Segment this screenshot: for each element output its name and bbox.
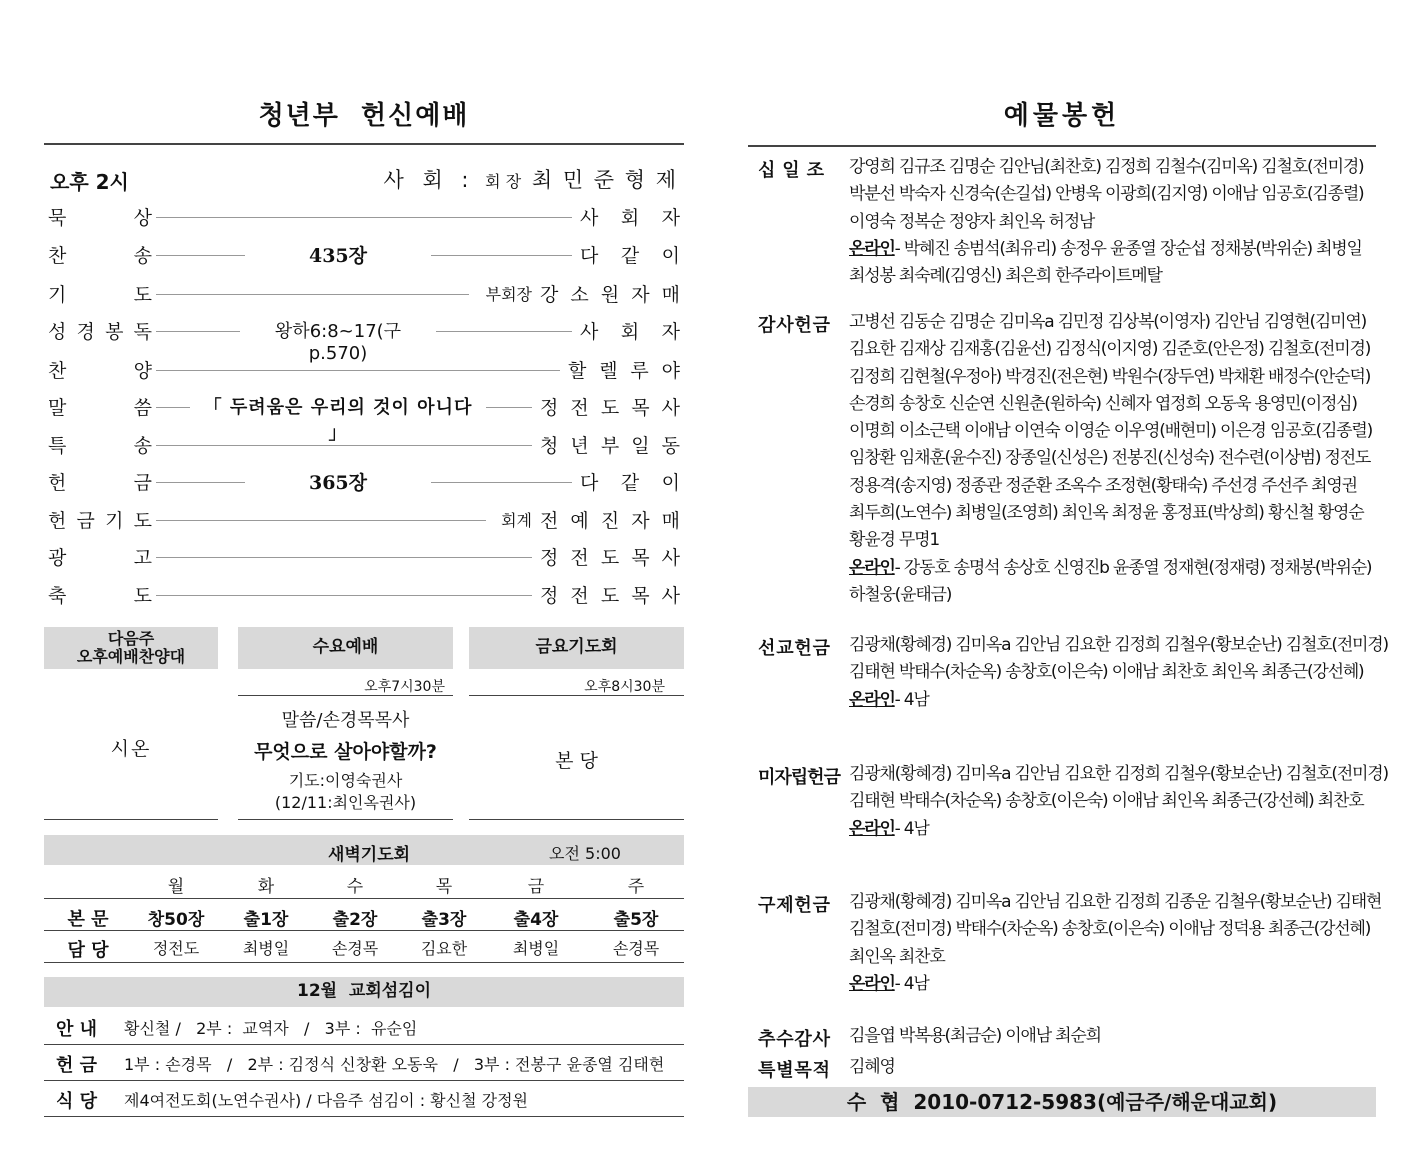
offering-line-text: 황윤경 무명1 [849,530,939,551]
offering-line-text: 김태현 박태수(차순옥) 송창호(이은숙) 이애남 최찬호 최인옥 최종근(강선혜) [849,662,1364,683]
right-title: 예물봉헌 [1003,101,1121,131]
offering-line-text: 김태현 박태수(차순옥) 송창호(이은숙) 이애남 최인옥 최종근(강선혜) 최찬호 [849,791,1364,812]
box-bottom-rule [44,819,218,820]
dawn-cell: 손경목 [612,939,660,958]
offering-line-text: 김철호(전미경) 박태수(차순옥) 송창호(이은숙) 이애남 정덕용 최종근(강선혜) [849,919,1371,940]
fri-time-rule [469,695,684,696]
dawn-cell: 정전도 [152,939,200,958]
service-row-role: 부회장 [485,285,532,304]
offering-line-text: 최성봉 최숙례(김영신) 최은희 한주라이트메탈 [849,266,1162,287]
wed-time-rule [238,695,453,696]
service-row-person: 전 예 진 자 매 [540,510,680,532]
leader-line [156,595,532,596]
service-row [48,203,680,233]
offering-names [849,1023,1379,1050]
service-row-label: 성 경 봉 독 [48,321,152,343]
leader-line [156,217,572,218]
fri-header: 금요기도회 [469,627,684,669]
offering-line-text: 강영희 김규조 김명순 김안님(최찬호) 김정희 김철수(김미옥) 김철호(전미경) [849,157,1364,177]
leader-line [156,557,532,558]
offering-line [849,555,1379,582]
offering-names [849,761,1388,843]
offering-line [849,971,1379,998]
offering-category: 구 제 헌 금 [758,895,830,916]
offering-line-text: - 4남 [894,818,929,839]
offering-names [849,632,1388,714]
service-row-label: 특 송 [48,435,152,457]
wed-time: 오후7시30분 [364,679,445,695]
offering-line-text: - 박혜진 송범석(최유리) 송정우 윤종열 장순섭 정채봉(박위순) 최병일 [894,238,1362,259]
december-row-label: 식 당 [56,1091,98,1112]
next-choir-title-2: 오후예배찬양대 [76,647,186,666]
offering-line [849,336,1379,363]
offering-line-text: 최두희(노연수) 최병일(조영희) 최인옥 최정윤 홍정표(박상희) 황신철 황영순 [849,503,1364,524]
fri-time: 오후8시30분 [584,679,665,695]
fri-location: 본 당 [555,750,598,772]
service-row-role: 회계 [501,511,532,530]
offering-line-text: 김요한 김재상 김재홍(김윤선) 김정식(이지영) 김준호(안은정) 김철호(전미경) [849,339,1371,360]
right-title-divider [748,145,1376,147]
service-row-label: 기 도 [48,284,152,306]
leader-line [156,370,560,371]
december-row-text: 1부 : 손경목 / 2부 : 김정식 신창환 오동욱 / 3부 : 전봉구 윤종열 김태현 [124,1055,665,1074]
dawn-cell: 출3장 [421,910,467,930]
wed-prayer: 기도:이영숙권사 [288,771,403,790]
leader-line [156,482,245,483]
offering-line [849,659,1379,686]
offering-line [849,473,1379,500]
offering-line-text: 하철웅(윤태금) [849,584,952,605]
wed-speaker: 말씀/손경목목사 [281,710,410,731]
offering-line [849,632,1388,659]
offering-names [849,154,1379,290]
offering-line-text: - 4남 [894,973,929,994]
table-rule [44,962,684,963]
service-row [48,280,680,310]
offering-line-text: 김혜영 [849,1057,895,1077]
offering-line-text: 김광채(황혜경) 김미옥a 김안님 김요한 김정희 김종운 김철우(황보순난) 김태현 [849,892,1382,912]
offering-names [849,1054,1379,1081]
bank-account: 수 협 2010-0712-5983(예금주/해운대교회) [748,1087,1376,1117]
offering-line [849,944,1379,971]
online-label: 온라인 [849,818,895,839]
table-rule [44,930,684,931]
offering-category: 십 일 조 [758,160,824,181]
dawn-cell: 출1장 [243,910,289,930]
online-label: 온라인 [849,973,895,994]
offering-line-text: - 4남 [894,689,929,710]
presider [383,164,678,194]
scripture-reference: 왕하6:8~17(구p.570) [274,321,402,364]
offering-line-text: 김광채(황혜경) 김미옥a 김안님 김요한 김정희 김철우(황보순난) 김철호(전미경) [849,764,1388,784]
offering-line-text: 박분선 박숙자 신경숙(손길섭) 안병욱 이광희(김지영) 이애남 임공호(김종렬) [849,184,1364,205]
table-rule [44,1044,684,1045]
service-row-label: 묵 상 [48,207,152,229]
dawn-title: 새벽기도회 [327,845,411,865]
service-row-person: 다 같 이 [580,245,680,267]
offering-line [849,309,1379,336]
service-row-person: 정 전 도 목 사 [540,397,680,419]
leader-line [156,445,532,446]
leader-line [431,255,572,256]
hymn-number: 365장 [308,472,367,494]
offering-line-text: 임창환 임채훈(윤수진) 장종일(신성은) 전봉진(신성숙) 전수련(이상범) 정전도 [849,448,1371,469]
offering-line [849,687,1379,714]
dawn-cell: 출2장 [332,910,378,930]
dawn-cell: 최병일 [512,939,560,958]
offering-line [849,816,1379,843]
table-rule [44,898,684,899]
offering-line-text: 고병선 김동순 김명순 김미옥a 김민정 김상복(이영자) 김안님 김영현(김미연) [849,312,1367,332]
offering-line-text: 김정희 김현철(우정아) 박경진(전은현) 박원수(장두연) 박채환 배정수(안순덕) [849,366,1371,387]
service-row-person: 사 회 자 [580,321,680,343]
dawn-row-label: 담 당 [67,940,109,961]
leader-line [436,331,572,332]
offering-line [849,761,1388,788]
online-label: 온라인 [849,238,895,259]
leader-line [486,407,532,408]
leader-line [156,520,486,521]
next-choir-title-1: 다음주 [107,628,155,648]
dawn-day: 화 [257,877,275,897]
dawn-cell: 김요한 [420,939,468,958]
box-bottom-rule [469,819,684,820]
offering-line [849,154,1379,181]
dawn-cell: 최병일 [242,939,290,958]
next-choir-name: 시온 [110,738,152,760]
offering-line-text: 김을엽 박복용(최금순) 이애남 최순희 [849,1026,1101,1046]
next-choir-header [44,627,218,669]
service-row-label: 말 씀 [48,397,152,419]
service-row-person: 정 전 도 목 사 [540,585,680,607]
offering-line [849,788,1379,815]
offering-line-text: 최인옥 최찬호 [849,946,945,967]
service-row [48,468,680,498]
offering-line [849,181,1379,208]
service-row-person: 할 렐 루 야 [568,360,680,382]
december-header: 12월 교회섬김이 [44,977,684,1007]
offering-category: 특 별 목 적 [758,1060,830,1081]
presider-role: 회 장 [485,172,522,191]
offering-line [849,1054,1379,1081]
service-row-label: 축 도 [48,585,152,607]
service-row-label: 찬 양 [48,360,152,382]
leader-line [156,407,190,408]
dawn-day: 주 [627,877,645,897]
leader-line [156,255,245,256]
offering-line-text: 손경희 송창호 신순연 신원춘(원하숙) 신혜자 엽정희 오동욱 용영민(이정심) [849,393,1357,414]
leader-line [431,482,572,483]
left-title: 청년부 헌신예배 [258,101,470,131]
offering-category: 선 교 헌 금 [758,638,830,659]
hymn-number: 435장 [308,245,367,267]
online-label: 온라인 [849,689,895,710]
service-row [48,581,680,611]
offering-line [849,236,1379,263]
offering-category: 미 자 립 헌 금 [758,767,840,788]
service-row-label: 헌 금 [48,472,152,494]
offering-line [849,209,1379,236]
offering-line-text: 김광채(황혜경) 김미옥a 김안님 김요한 김정희 김철우(황보순난) 김철호(전미경) [849,635,1388,655]
service-row-label: 찬 송 [48,245,152,267]
december-row-text: 제4여전도회(노연수권사) / 다음주 섬김이 : 황신철 강정원 [124,1091,528,1110]
box-bottom-rule [238,819,453,820]
service-row [48,241,680,271]
offering-line [849,263,1379,290]
offering-line [849,364,1379,391]
presider-label: 사 회 : [383,168,475,192]
dawn-cell: 출4장 [513,910,559,930]
service-time: 오후 2시 [50,170,129,194]
title-divider [44,143,684,145]
wed-next-prayer: (12/11:최인옥권사) [274,793,417,812]
service-row-person: 청 년 부 일 동 [540,435,680,457]
service-row-person: 정 전 도 목 사 [540,547,680,569]
offering-line [849,418,1379,445]
dawn-day: 목 [435,877,453,897]
wed-header: 수요예배 [238,627,453,669]
service-row-label: 광 고 [48,547,152,569]
offering-names [849,889,1382,998]
offering-line-text: 정용격(송지영) 정종관 정준환 조옥수 조정현(황태숙) 주선경 주선주 최영권 [849,475,1357,496]
table-rule [44,1116,684,1117]
dawn-row-label: 본 문 [67,909,109,930]
service-row [48,356,680,386]
offering-line [849,582,1379,609]
dawn-time: 오전 5:00 [549,844,621,863]
presider-name: 최 민 준 형 제 [531,168,678,192]
december-row-label: 안 내 [56,1019,98,1040]
december-row-text: 황신철 / 2부 : 교역자 / 3부 : 유순임 [124,1019,418,1038]
service-row-person: 강 소 원 자 매 [540,284,680,306]
service-row [48,393,680,444]
offering-names [849,309,1379,609]
offering-line [849,391,1379,418]
offering-line [849,527,1379,554]
offering-line [849,916,1379,943]
wed-sermon: 무엇으로 살아야할까? [254,741,437,763]
dawn-day: 수 [346,877,364,897]
leader-line [156,331,240,332]
dawn-cell: 손경목 [331,939,379,958]
december-row-label: 헌 금 [56,1055,98,1076]
table-rule [44,1080,684,1081]
offering-line-text: 이영숙 정복순 정양자 최인옥 허정남 [849,211,1095,232]
dawn-day: 월 [167,877,185,897]
service-row-person: 사 회 자 [580,207,680,229]
service-row-label: 헌 금 기 도 [48,510,152,532]
dawn-day: 금 [527,877,545,897]
sermon-title: 「 두려움은 우리의 것이 아니다 」 [203,397,473,444]
offering-category: 추 수 감 사 [758,1029,830,1050]
offering-line [849,445,1379,472]
offering-line-text: - 강동호 송명석 송상호 신영진b 윤종열 정재현(정재령) 정채봉(박위순) [894,557,1372,578]
service-row [48,317,680,364]
offering-line [849,889,1382,916]
dawn-cell: 출5장 [613,910,659,930]
offering-line-text: 이명희 이소근택 이애남 이연숙 이영순 이우영(배현미) 이은경 임공호(김종렬) [849,421,1373,442]
online-label: 온라인 [849,557,895,578]
offering-line [849,500,1379,527]
offering-category: 감 사 헌 금 [758,315,830,336]
service-row [48,543,680,573]
service-row [48,431,680,461]
service-row-person: 다 같 이 [580,472,680,494]
leader-line [156,294,469,295]
dawn-cell: 창50장 [147,910,205,930]
offering-line [849,1023,1379,1050]
service-row [48,506,680,536]
